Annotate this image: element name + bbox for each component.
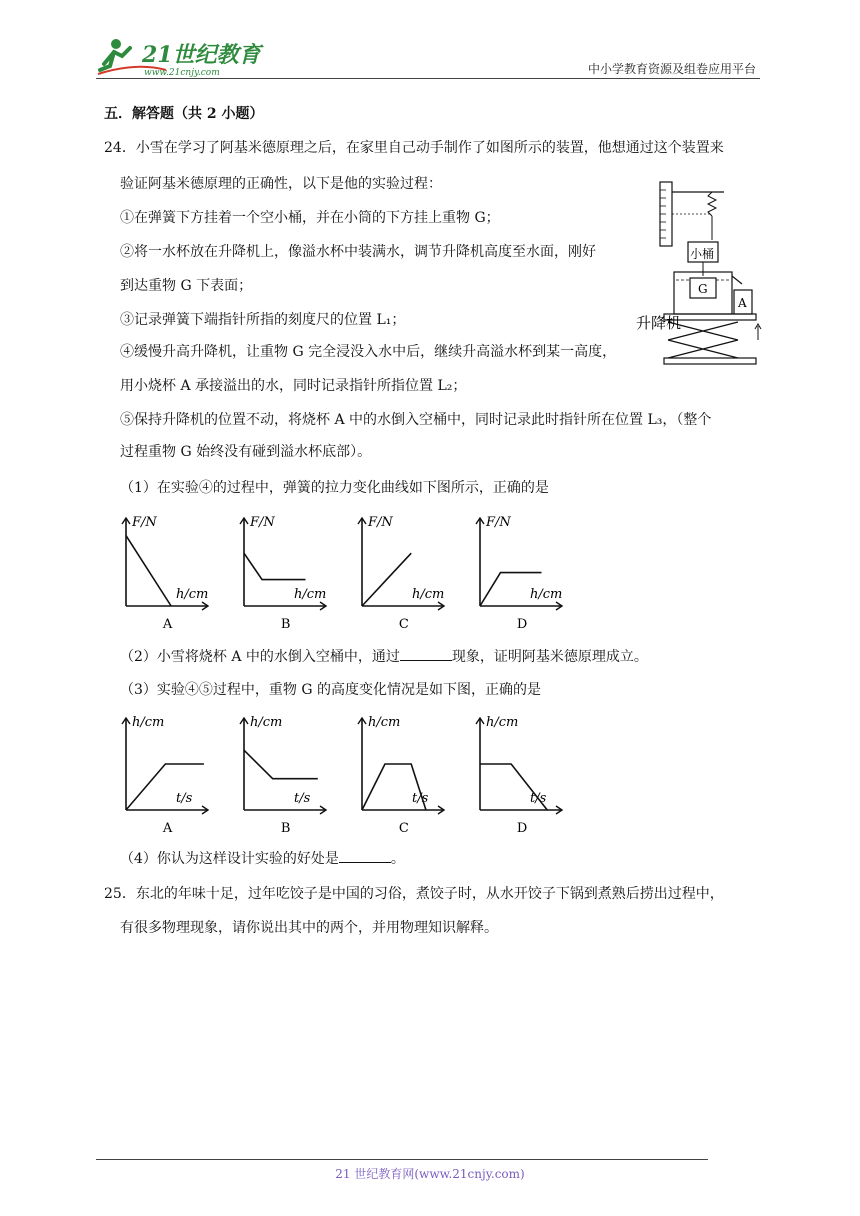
bucket-label: 小桶	[690, 247, 715, 261]
logo-url: www.21cnjy.com	[144, 68, 220, 78]
graph-c	[358, 515, 444, 632]
q24-step3: ③记录弹簧下端指针所指的刻度尺的位置 L₁；	[120, 312, 406, 328]
q25-line2: 有很多物理现象，请你说出其中的两个，并用物理知识解释。	[120, 920, 498, 936]
x-label: t/s	[530, 791, 547, 806]
q24-sub1: （1）在实验④的过程中，弹簧的拉力变化曲线如下图所示，正确的是	[120, 480, 549, 496]
curve	[244, 750, 318, 779]
q24-step4b: 用小烧杯 A 承接溢出的水，同时记录指针所指位置 L₂；	[120, 378, 467, 394]
footer-text: 21 世纪教育网(www.21cnjy.com)	[335, 1167, 525, 1181]
option-label: A	[162, 617, 173, 632]
q24-step5b: 过程重物 G 始终没有碰到溢水杯底部）。	[120, 444, 372, 460]
graph-d	[476, 515, 562, 632]
header-platform-text: 中小学教育资源及组卷应用平台	[587, 62, 756, 76]
apparatus-figure	[634, 180, 768, 366]
y-label: F/N	[368, 515, 393, 530]
q24-line2: 验证阿基米德原理的正确性，以下是他的实验过程：	[120, 176, 442, 192]
x-label: t/s	[176, 791, 193, 806]
x-label: h/cm	[294, 587, 327, 602]
site-logo	[96, 34, 286, 80]
q24-sub2	[120, 646, 648, 667]
curve	[244, 553, 306, 579]
lift-label: 升降机	[636, 314, 682, 332]
option-label: C	[398, 821, 409, 836]
q24-step2b: 到达重物 G 下表面；	[120, 278, 253, 294]
option-label: C	[398, 617, 409, 632]
graph-a	[122, 715, 208, 836]
graph-a	[122, 515, 208, 632]
curve	[362, 553, 411, 606]
graph-d	[476, 715, 562, 836]
q24-sub4-after: 。	[390, 851, 405, 867]
answer-blank-4[interactable]	[339, 848, 391, 863]
graph-b	[240, 515, 326, 632]
q24-step5a: ⑤保持升降机的位置不动，将烧杯 A 中的水倒入空桶中，同时记录此时指针所在位置 L₃，（整个	[120, 412, 712, 428]
x-label: t/s	[412, 791, 429, 806]
beaker-label: A	[738, 296, 747, 310]
y-label: h/cm	[486, 715, 519, 730]
spring	[708, 192, 716, 216]
y-label: F/N	[486, 515, 511, 530]
option-label: D	[516, 821, 528, 836]
option-label: B	[280, 821, 291, 836]
y-label: h/cm	[368, 715, 401, 730]
q24-sub4-before: （4）你认为这样设计实验的好处是	[120, 851, 339, 867]
height-graphs	[100, 704, 600, 844]
curve	[126, 536, 171, 606]
x-label: t/s	[294, 791, 311, 806]
option-label: A	[162, 821, 173, 836]
graph-b	[240, 715, 326, 836]
q24-sub3: （3）实验④⑤过程中，重物 G 的高度变化情况是如下图，正确的是	[120, 682, 541, 698]
y-label: h/cm	[132, 715, 165, 730]
option-label: D	[516, 617, 528, 632]
logo-text: 21世纪教育	[142, 42, 261, 68]
graph-c	[358, 715, 444, 836]
x-label: h/cm	[412, 587, 445, 602]
q24-sub4	[120, 848, 405, 869]
q25-line1: 25．东北的年味十足，过年吃饺子是中国的习俗，煮饺子时，从水开饺子下锅到煮熟后捞出过程中，	[104, 886, 724, 902]
q24-sub2-after: 现象，证明阿基米德原理成立。	[451, 649, 648, 665]
x-label: h/cm	[176, 587, 209, 602]
x-label: h/cm	[530, 587, 563, 602]
q24-sub2-before: （2）小雪将烧杯 A 中的水倒入空桶中，通过	[120, 649, 400, 665]
q24-line1: 24．小雪在学习了阿基米德原理之后，在家里自己动手制作了如图所示的装置，他想通过这个装置来	[104, 140, 724, 156]
q24-step1: ①在弹簧下方挂着一个空小桶，并在小筒的下方挂上重物 G；	[120, 210, 500, 226]
force-graphs	[100, 506, 620, 636]
section-title: 五．解答题（共 2 小题）	[104, 106, 264, 122]
weight-label: G	[698, 282, 708, 296]
y-label: F/N	[250, 515, 275, 530]
option-label: B	[280, 617, 291, 632]
q24-step4a: ④缓慢升高升降机，让重物 G 完全浸没入水中后，继续升高溢水杯到某一高度，	[120, 344, 617, 360]
footer-divider	[96, 1159, 708, 1160]
y-label: h/cm	[250, 715, 283, 730]
q24-step2a: ②将一水杯放在升降机上，像溢水杯中装满水，调节升降机高度至水面，刚好	[120, 244, 596, 260]
y-label: F/N	[132, 515, 157, 530]
header-divider	[96, 78, 760, 79]
answer-blank-2[interactable]	[400, 646, 452, 661]
